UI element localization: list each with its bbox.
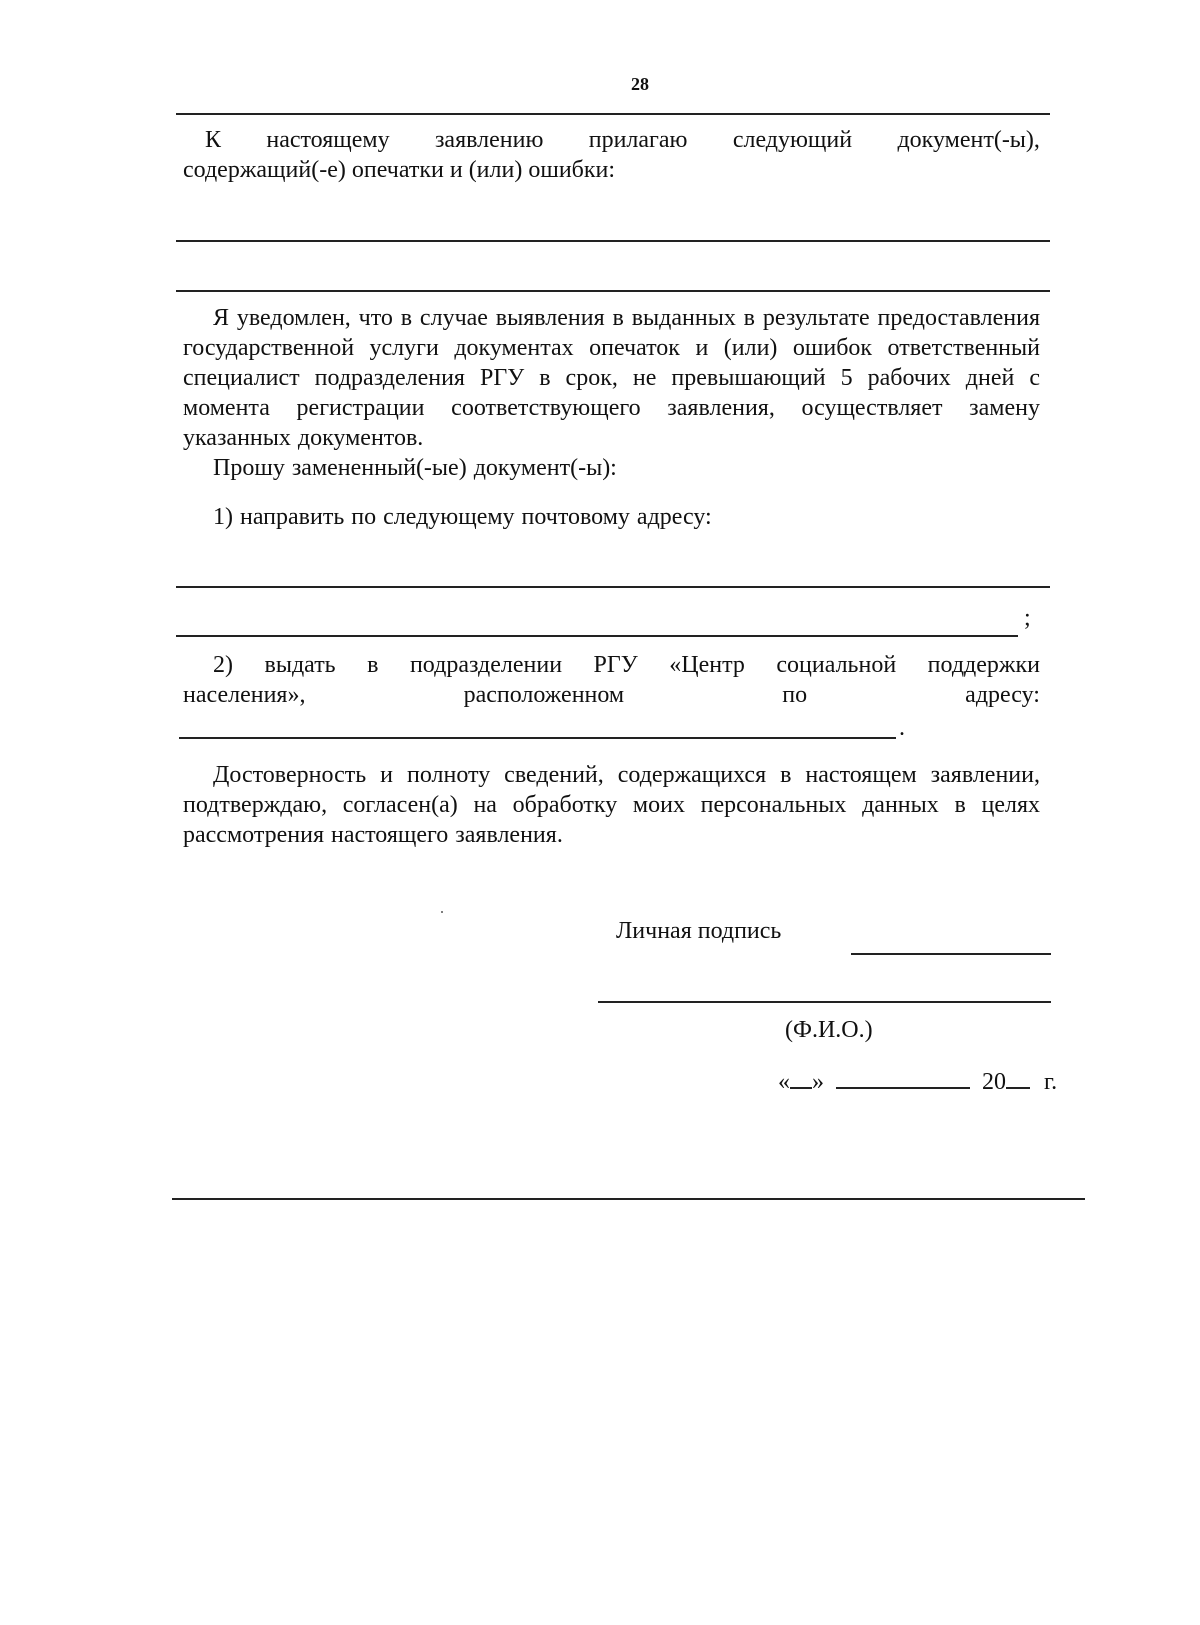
notice-paragraph: Я уведомлен, что в случае выявления в выданных в результате предоставления государственной услуги документах опечаток и (или) ошибок ответственный специалист подразделения РГУ в срок, не превышающий 5 рабочих дней с момента регистрации соответствующего заявления, осуществляет замену указанных документов. — [183, 305, 1040, 451]
postal-address-line-1[interactable] — [176, 586, 1050, 588]
consent-block — [183, 760, 1040, 850]
consent-paragraph: Достоверность и полноту сведений, содержащихся в настоящем заявлении, подтверждаю, согласен(а) на обработку моих персональных данных в целях рассмотрения настоящего заявления. — [183, 762, 1040, 848]
date-year-blank[interactable] — [1006, 1065, 1030, 1089]
date-month-blank[interactable] — [836, 1065, 970, 1089]
option-2-block — [183, 650, 1040, 710]
date-day-blank[interactable] — [790, 1065, 812, 1089]
attachment-blank-line-1[interactable] — [176, 240, 1050, 242]
attachment-paragraph — [183, 125, 1040, 185]
request-line: Прошу замененный(-ые) документ(-ы): — [213, 455, 617, 481]
word: следующий — [732, 127, 853, 153]
word: заявлению — [434, 127, 544, 153]
scan-speck — [441, 911, 443, 913]
fio-line[interactable] — [598, 1001, 1051, 1003]
word: К — [205, 127, 222, 153]
office-address-line[interactable] — [179, 737, 896, 739]
semicolon-mark: ; — [1024, 605, 1031, 631]
date-open-quote: « — [778, 1069, 790, 1095]
attachment-line-1 — [183, 125, 1040, 155]
attachment-line-2: содержащий(-е) опечатки и (или) ошибки: — [183, 157, 616, 183]
word: населения», — [183, 682, 306, 708]
date-year-prefix: 20 — [982, 1069, 1006, 1095]
word: прилагаю — [588, 127, 688, 153]
word: адресу: — [965, 682, 1040, 708]
word: расположенном — [463, 682, 625, 708]
option-1-block — [183, 502, 1040, 532]
fio-label: (Ф.И.О.) — [785, 1017, 873, 1043]
option-2-line-1: 2) выдать в подразделении РГУ «Центр социальной поддержки — [213, 652, 1040, 678]
postal-address-line-2[interactable] — [176, 635, 1018, 637]
notice-paragraph-block — [183, 303, 1040, 483]
footer-rule — [172, 1198, 1085, 1200]
period-mark: . — [899, 715, 905, 741]
word: документ(-ы), — [897, 127, 1040, 153]
word: по — [782, 682, 808, 708]
date-close-quote: » — [812, 1069, 824, 1095]
page-number: 28 — [631, 74, 649, 94]
date-year-suffix: г. — [1044, 1069, 1058, 1095]
option-1-text: 1) направить по следующему почтовому адресу: — [213, 504, 712, 530]
attachment-blank-line-2[interactable] — [176, 290, 1050, 292]
signature-line[interactable] — [851, 953, 1051, 955]
option-2-line-2 — [183, 680, 1040, 710]
word: настоящему — [266, 127, 390, 153]
date-row — [778, 1065, 1057, 1097]
header-rule — [176, 113, 1050, 115]
signature-label: Личная подпись — [616, 918, 782, 944]
